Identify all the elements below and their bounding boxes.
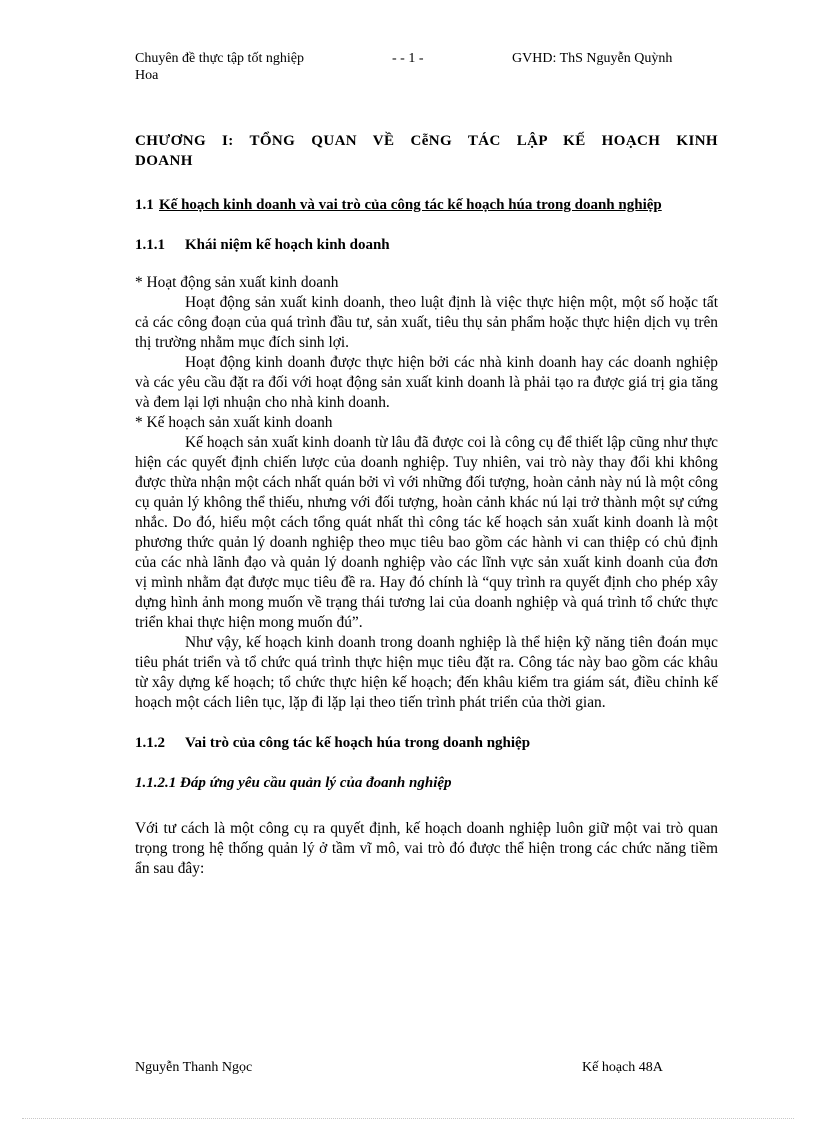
section-heading-1-1-2 [135,733,718,753]
header-page-number: - - 1 - [392,51,424,66]
paragraph: Hoạt động kinh doanh được thực hiện bởi các nhà kinh doanh hay các doanh nghiệp và các yêu cầu đặt ra đối với hoạt động sản xuất kinh doanh là phải tạo ra được giá trị gia tăng và đem lại lợi nhuận cho nhà kinh doanh. [135,354,718,411]
section-title: Kế hoạch kinh doanh và vai trò của công tác kế hoạch húa trong doanh nghiệp [159,197,662,213]
section-number: 1.1.1 [135,237,165,253]
section-title: Vai trò của công tác kế hoạch húa trong doanh nghiệp [185,735,531,751]
bullet-heading: * Hoạt động sản xuất kinh doanh [135,274,339,291]
document-body [135,131,718,879]
paragraph: Với tư cách là một công cụ ra quyết định, kế hoạch doanh nghiệp luôn giữ một vai trò quan trọng trong hệ thống quản lý ở tầm vĩ mô, vai trò đó được thể hiện trong các chức năng tiềm ẩn sau đây: [135,820,718,877]
section-heading-1-1-2-1: 1.1.2.1 Đáp ứng yêu cầu quản lý của đoanh nghiệp [135,775,452,791]
section-title: Khái niệm kế hoạch kinh doanh [185,237,390,253]
header-right: GVHD: ThS Nguyễn Quỳnh [512,51,673,66]
paragraph: Hoạt động sản xuất kinh doanh, theo luật định là việc thực hiện một, một số hoặc tất cả các công đoạn của quá trình đầu tư, sản xuất, tiêu thụ sản phẩm hoặc thực hiện dịch vụ trên thị trường nhằm mục đích sinh lợi. [135,294,718,351]
section-number: 1.1.2 [135,735,165,751]
bullet-heading: * Kế hoạch sản xuất kinh doanh [135,414,333,431]
section-heading-1-1-1 [135,235,718,255]
chapter-title: CHƯƠNG I: TỔNG QUAN VỀ CễNG TÁC LẬP KẾ HOẠCH KINH DOANH [135,133,718,169]
section-number: 1.1 [135,197,154,213]
header-left: Chuyên đề thực tập tốt nghiệp [135,51,304,66]
footer-right: Kế hoạch 48A [582,1060,663,1075]
paragraph: Kế hoạch sản xuất kinh doanh từ lâu đã được coi là công cụ để thiết lập cũng như thực hiện các quyết định chiến lược của doanh nghiệp. Tuy nhiên, vai trò này thay đổi khi không được thừa nhận một cách nhất quán bởi vì với những đối tượng, hoàn cảnh này nú là một công cụ quản lý không thể thiếu, nhưng với đối tượng, hoàn cảnh khác nú lại trở thành một sự cứng nhắc. Do đó, hiểu một cách tổng quát nhất thì công tác kế hoạch sản xuất kinh doanh là một phương thức quản lý doanh nghiệp theo mục tiêu bao gồm các hành vi can thiệp có chủ định của các nhà lãnh đạo và quản lý doanh nghiệp vào các lĩnh vực sản xuất kinh doanh của đơn vị mình nhằm đạt được mục tiêu đề ra. Hay đó chính là “quy trình ra quyết định cho phép xây dựng hình ảnh mong muốn về trạng thái tương lai của doanh nghiệp và quá trình tổ chức thực triển khai thực hiện mong muốn đú”. [135,434,718,631]
paragraph: Như vậy, kế hoạch kinh doanh trong doanh nghiệp là thể hiện kỹ năng tiên đoán mục tiêu phát triển và tổ chức quá trình thực hiện mục tiêu đặt ra. Công tác này bao gồm các khâu từ xây dựng kế hoạch; tổ chức thực hiện kế hoạch; đến khâu kiểm tra giám sát, điều chỉnh kế hoạch một cách liên tục, lặp đi lặp lại theo tiến trình phát triển của thời gian. [135,634,718,711]
header-continuation: Hoa [135,68,159,83]
page-bottom-border [22,1118,794,1119]
section-heading-1-1 [135,195,718,215]
footer-left: Nguyễn Thanh Ngọc [135,1060,253,1075]
